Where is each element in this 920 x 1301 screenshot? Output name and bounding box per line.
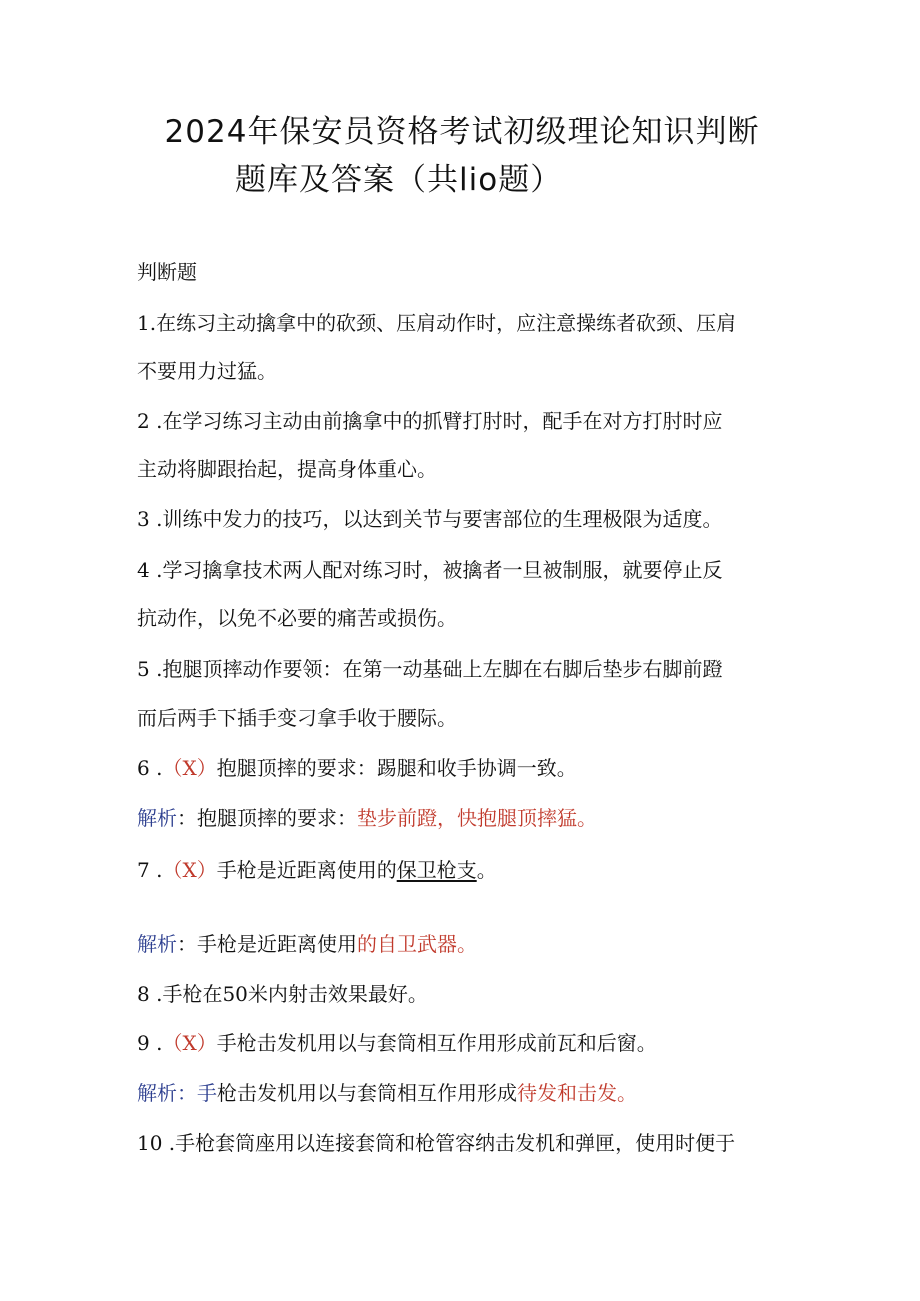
question-9-analysis [137, 1079, 797, 1107]
document-title-line2: 题库及答案（共lio题） [235, 162, 563, 198]
document-title-line1: 2024年保安员资格考试初级理论知识判断 [164, 114, 760, 150]
question-4-line2: 抗动作，以免不必要的痛苦或损伤。 [137, 606, 457, 630]
question-3-line1: 3 .训练中发力的技巧，以达到关节与要害部位的生理极限为适度。 [137, 507, 723, 531]
question-6-analysis-answer: 垫步前蹬，快抱腿顶摔猛。 [357, 806, 597, 830]
question-9-analysis-answer: 待发和击发。 [517, 1081, 637, 1105]
question-2-line1: 2 .在学习练习主动由前擒拿中的抓臂打肘时，配手在对方打肘时应 [137, 409, 723, 433]
question-6-text: 抱腿顶摔的要求：踢腿和收手协调一致。 [216, 756, 577, 780]
question-2-line2: 主动将脚跟抬起，提高身体重心。 [137, 457, 437, 481]
question-7-text: 手枪是近距离使用的 [216, 858, 397, 882]
question-6-number: 6 . [137, 756, 163, 780]
question-7-analysis-answer: 的自卫武器。 [357, 932, 477, 956]
question-6-analysis-label: 解析 [137, 806, 177, 830]
question-9 [137, 1029, 797, 1057]
question-4-line1: 4 .学习擒拿技术两人配对练习时，被擒者一旦被制服，就要停止反 [137, 558, 723, 582]
question-6-mark: （X） [162, 756, 217, 780]
question-9-analysis-label: 解析：手 [137, 1081, 217, 1105]
question-7-analysis-label: 解析 [137, 932, 177, 956]
question-7-mark: （X） [162, 858, 217, 882]
question-6-analysis [137, 804, 797, 832]
question-1-line1: 1.在练习主动擒拿中的砍颈、压肩动作时，应注意操练者砍颈、压肩 [137, 311, 737, 335]
question-7-underlined-text: 保卫枪支 [396, 858, 477, 882]
question-7-text-end: 。 [476, 858, 497, 882]
question-9-number: 9 . [137, 1031, 163, 1055]
question-9-analysis-text: 枪击发机用以与套筒相互作用形成 [217, 1081, 517, 1105]
question-7-number: 7 . [137, 858, 163, 882]
question-10-line1: 10 .手枪套筒座用以连接套筒和枪管容纳击发机和弹匣，使用时便于 [137, 1131, 736, 1155]
question-6 [137, 754, 797, 782]
question-7 [137, 856, 797, 884]
question-1-line2: 不要用力过猛。 [137, 359, 277, 383]
question-9-mark: （X） [162, 1031, 217, 1055]
section-heading: 判断题 [137, 260, 197, 284]
question-5-line1: 5 .抱腿顶摔动作要领：在第一动基础上左脚在右脚后垫步右脚前蹬 [137, 657, 723, 681]
question-8-line1: 8 .手枪在50米内射击效果最好。 [137, 982, 428, 1006]
question-7-analysis [137, 930, 797, 958]
question-5-line2: 而后两手下插手变刁拿手收于腰际。 [137, 706, 457, 730]
question-9-text: 手枪击发机用以与套筒相互作用形成前瓦和后窗。 [216, 1031, 657, 1055]
question-7-analysis-text: ：手枪是近距离使用 [177, 932, 357, 956]
question-6-analysis-text: ：抱腿顶摔的要求： [177, 806, 357, 830]
